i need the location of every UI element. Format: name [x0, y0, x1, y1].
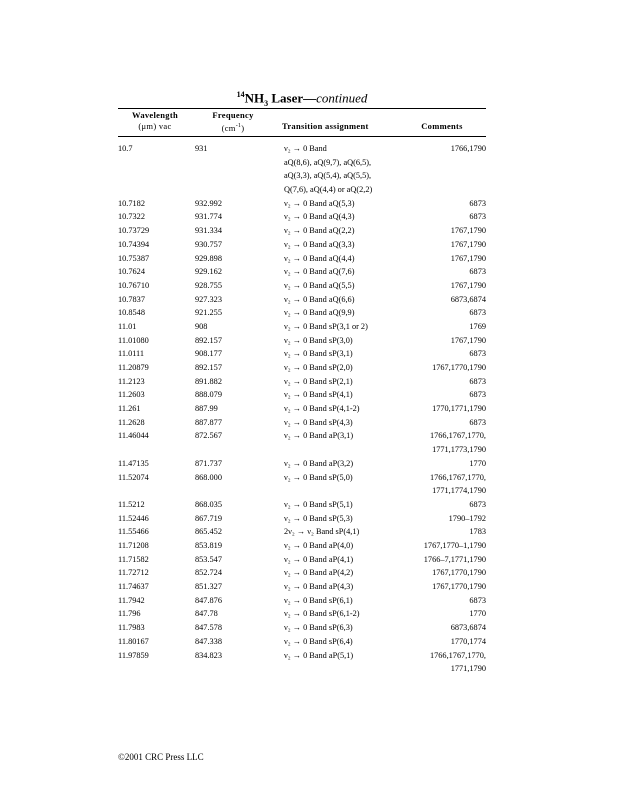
comments-cell [449, 512, 486, 526]
comments-line: 6873 [469, 349, 486, 359]
table-row [118, 594, 486, 608]
wavelength-cell: 10.7322 [118, 212, 145, 222]
transition-cell [284, 580, 353, 594]
wavelength-cell: 11.52446 [118, 513, 149, 523]
isotope-superscript: 14 [236, 90, 245, 99]
frequency-cell: 872.567 [195, 431, 222, 441]
comments-cell [469, 594, 486, 608]
transition-cell [284, 512, 353, 526]
comments-line: 1767,1770,1790 [432, 363, 486, 373]
table-row [118, 649, 486, 676]
frequency-cell: 851.327 [195, 582, 222, 592]
comments-line: 6873 [469, 376, 486, 386]
table-row [118, 635, 486, 649]
frequency-cell: 908 [195, 321, 208, 331]
transition-line: ν₂ → 0 Band aQ(9,9) [284, 308, 355, 318]
comments-line: 6873 [469, 198, 486, 208]
table-row [118, 238, 486, 252]
comments-line: 6873,6874 [450, 623, 486, 633]
wavelength-cell: 10.7837 [118, 294, 145, 304]
frequency-cell: 932.992 [195, 198, 222, 208]
table-row [118, 334, 486, 348]
transition-cell [284, 320, 368, 334]
table-row [118, 512, 486, 526]
transition-cell [284, 539, 353, 553]
wavelength-cell: 10.8548 [118, 308, 145, 318]
header-frequency [200, 110, 266, 134]
transition-line: ν₂ → 0 Band aQ(6,6) [284, 294, 355, 304]
comments-line: 1771,1774,1790 [432, 486, 486, 496]
table-row [118, 252, 486, 266]
table-row [118, 293, 486, 307]
comments-cell [469, 375, 486, 389]
comments-cell [469, 498, 486, 512]
frequency-cell: 853.819 [195, 541, 222, 551]
transition-cell [284, 498, 353, 512]
comments-line: 1770 [469, 458, 486, 468]
transition-cell [284, 361, 353, 375]
comments-line: 1766,1767,1770, [429, 650, 486, 660]
transition-line: ν₂ → 0 Band sP(6,1) [284, 595, 353, 605]
transition-line: ν₂ → 0 Band aP(4,1) [284, 554, 354, 564]
transition-line: ν₂ → 0 Band sP(4,1) [284, 390, 353, 400]
header-top-rule [118, 108, 486, 109]
frequency-cell: 888.079 [195, 390, 222, 400]
transition-cell [284, 279, 354, 293]
transition-cell [284, 334, 353, 348]
comments-line: 1767,1790 [450, 226, 486, 236]
comments-cell [469, 265, 486, 279]
transition-cell [284, 525, 359, 539]
frequency-cell: 847.78 [195, 609, 218, 619]
wavelength-cell: 11.55466 [118, 527, 149, 537]
transition-line: ν₂ → 0 Band sP(5,3) [284, 513, 353, 523]
transition-line: ν₂ → 0 Band aP(4,3) [284, 582, 354, 592]
table-row [118, 388, 486, 402]
frequency-cell: 892.157 [195, 363, 222, 373]
header-wavelength-line1: Wavelength [132, 110, 178, 120]
transition-line: ν₂ → 0 Band sP(5,1) [284, 499, 353, 509]
frequency-cell: 887.99 [195, 404, 218, 414]
comments-cell [432, 566, 486, 580]
wavelength-cell: 11.7983 [118, 623, 145, 633]
table-row [118, 498, 486, 512]
title-laser: Laser— [268, 90, 317, 106]
frequency-cell: 908.177 [195, 349, 222, 359]
wavelength-cell: 11.7942 [118, 595, 145, 605]
comments-line: 6873 [469, 417, 486, 427]
comments-line: 1766–7,1771,1790 [423, 554, 486, 564]
transition-cell [284, 347, 353, 361]
table-row [118, 553, 486, 567]
frequency-cell: 865.452 [195, 527, 222, 537]
transition-line: ν₂ → 0 Band aQ(5,5) [284, 280, 355, 290]
header-bottom-rule [118, 136, 486, 137]
table-row [118, 621, 486, 635]
transition-cell [284, 210, 354, 224]
table-row [118, 566, 486, 580]
table-title [118, 90, 486, 108]
comments-cell [451, 621, 486, 635]
comments-line: 1769 [469, 321, 486, 331]
comments-cell [469, 210, 486, 224]
wavelength-cell: 11.52074 [118, 472, 149, 482]
transition-line: 2ν₂ → ν₂ Band sP(4,1) [284, 527, 360, 537]
header-wavelength-line2: (μm) vac [138, 121, 172, 131]
comments-cell [430, 471, 486, 498]
comments-line: 1770,1771,1790 [432, 404, 486, 414]
title-molecule: NH [244, 90, 265, 106]
comments-cell [469, 306, 486, 320]
wavelength-cell: 11.5212 [118, 499, 145, 509]
comments-cell [424, 539, 486, 553]
transition-cell [284, 375, 353, 389]
table-row [118, 279, 486, 293]
comments-cell [451, 635, 486, 649]
table-row [118, 402, 486, 416]
frequency-cell: 931.334 [195, 226, 222, 236]
wavelength-cell: 11.71582 [118, 554, 149, 564]
comments-line: 1770,1774 [450, 636, 486, 646]
frequency-cell: 921.255 [195, 308, 222, 318]
transition-line: ν₂ → 0 Band sP(6,4) [284, 636, 353, 646]
frequency-cell: 867.719 [195, 513, 222, 523]
comments-line: 6873,6874 [450, 294, 486, 304]
transition-cell [284, 197, 354, 211]
wavelength-cell: 11.2628 [118, 417, 145, 427]
wavelength-cell: 10.74394 [118, 239, 150, 249]
frequency-cell: 852.724 [195, 568, 222, 578]
comments-line: 1767,1770,1790 [432, 582, 486, 592]
transition-line: ν₂ → 0 Band sP(4,3) [284, 417, 353, 427]
transition-cell [284, 553, 353, 567]
transition-cell [284, 566, 353, 580]
table-row [118, 375, 486, 389]
transition-line: ν₂ → 0 Band aQ(4,3) [284, 212, 355, 222]
frequency-cell: 887.877 [195, 417, 222, 427]
transition-cell [284, 635, 353, 649]
transition-cell [284, 142, 372, 197]
header-wavelength [118, 110, 192, 132]
transition-cell [284, 402, 360, 416]
comments-line: 1783 [469, 527, 486, 537]
comments-cell [451, 252, 486, 266]
header-comments: Comments [421, 121, 463, 131]
transition-line: ν₂ → 0 Band sP(6,1-2) [284, 609, 360, 619]
transition-line: ν₂ → 0 Band aP(4,2) [284, 568, 354, 578]
comments-cell [469, 416, 486, 430]
transition-cell [284, 293, 354, 307]
table-row [118, 457, 486, 471]
frequency-cell: 834.823 [195, 650, 222, 660]
transition-cell [284, 224, 354, 238]
transition-cell [284, 238, 354, 252]
wavelength-cell: 10.7182 [118, 198, 145, 208]
table-row [118, 607, 486, 621]
frequency-cell: 929.162 [195, 267, 222, 277]
transition-cell [284, 306, 354, 320]
comments-cell [451, 293, 486, 307]
title-subscript: 3 [264, 98, 269, 108]
transition-line: ν₂ → 0 Band sP(3,1 or 2) [284, 321, 368, 331]
table-row [118, 416, 486, 430]
transition-line: ν₂ → 0 Band aQ(7,6) [284, 267, 355, 277]
copyright-footer: ©2001 CRC Press LLC [118, 752, 204, 762]
transition-line: Q(7,6), aQ(4,4) or aQ(2,2) [284, 185, 373, 195]
frequency-cell: 891.882 [195, 376, 222, 386]
wavelength-cell: 10.7624 [118, 267, 145, 277]
wavelength-cell: 11.01080 [118, 335, 149, 345]
comments-line: 1766,1767,1770, [429, 472, 486, 482]
wavelength-cell: 11.261 [118, 404, 141, 414]
table-row [118, 429, 486, 456]
transition-line: ν₂ → 0 Band aQ(5,3) [284, 198, 355, 208]
comments-cell [430, 429, 486, 456]
transition-cell [284, 471, 353, 485]
comments-cell [432, 580, 486, 594]
frequency-cell: 927.323 [195, 294, 222, 304]
frequency-cell: 847.338 [195, 636, 222, 646]
transition-cell [284, 594, 353, 608]
comments-line: 1770 [469, 609, 486, 619]
comments-cell [469, 197, 486, 211]
table-row [118, 580, 486, 594]
transition-line: ν₂ → 0 Band aP(3,1) [284, 431, 354, 441]
transition-line: ν₂ → 0 Band sP(3,0) [284, 335, 353, 345]
frequency-cell: 931 [195, 144, 208, 153]
table-row [118, 361, 486, 375]
transition-cell [284, 607, 360, 621]
table-row [118, 306, 486, 320]
wavelength-cell: 10.7 [118, 144, 133, 153]
comments-cell [469, 388, 486, 402]
data-table [118, 142, 486, 676]
comments-line: 6873 [469, 212, 486, 222]
frequency-cell: 853.547 [195, 554, 222, 564]
comments-line: 6873 [469, 308, 486, 318]
comments-cell [469, 607, 486, 621]
comments-line: 1767,1790 [450, 239, 486, 249]
frequency-cell: 931.774 [195, 212, 222, 222]
wavelength-cell: 11.796 [118, 609, 141, 619]
comments-line: 1767,1770–1,1790 [423, 541, 486, 551]
comments-cell [451, 224, 486, 238]
wavelength-cell: 11.01 [118, 321, 137, 331]
transition-line: ν₂ → 0 Band sP(2,1) [284, 376, 353, 386]
frequency-cell: 868.000 [195, 472, 222, 482]
comments-line: 1766,1790 [450, 144, 486, 153]
transition-cell [284, 621, 353, 635]
table-row [118, 142, 486, 197]
table-row [118, 471, 486, 498]
frequency-cell: 930.757 [195, 239, 222, 249]
table-row [118, 320, 486, 334]
transition-cell [284, 388, 353, 402]
comments-line: 1767,1790 [450, 280, 486, 290]
wavelength-cell: 10.75387 [118, 253, 150, 263]
comments-line: 1771,1773,1790 [432, 445, 486, 455]
transition-cell [284, 416, 353, 430]
wavelength-cell: 11.97859 [118, 650, 149, 660]
transition-line: ν₂ → 0 Band sP(4,1-2) [284, 404, 360, 414]
wavelength-cell: 11.71208 [118, 541, 149, 551]
comments-cell [432, 402, 486, 416]
transition-line: ν₂ → 0 Band sP(6,3) [284, 623, 353, 633]
wavelength-cell: 11.46044 [118, 431, 149, 441]
comments-cell [469, 320, 486, 334]
transition-line: ν₂ → 0 Band aQ(4,4) [284, 253, 355, 263]
comments-cell [469, 347, 486, 361]
transition-cell [284, 457, 353, 471]
table-row [118, 197, 486, 211]
comments-cell [424, 553, 486, 567]
table-row [118, 539, 486, 553]
comments-cell [451, 334, 486, 348]
transition-line: aQ(8,6), aQ(9,7), aQ(6,5), [284, 157, 372, 167]
table-row [118, 525, 486, 539]
comments-line: 1766,1767,1770, [429, 431, 486, 441]
transition-line: ν₂ → 0 Band aQ(3,3) [284, 239, 355, 249]
wavelength-cell: 11.2603 [118, 390, 145, 400]
wavelength-cell: 11.2123 [118, 376, 145, 386]
wavelength-cell: 11.47135 [118, 458, 149, 468]
table-row [118, 210, 486, 224]
comments-cell [430, 649, 486, 676]
table-row [118, 224, 486, 238]
comments-line: 1767,1770,1790 [432, 568, 486, 578]
wavelength-cell: 10.76710 [118, 280, 150, 290]
transition-line: ν₂ → 0 Band [284, 144, 327, 153]
frequency-cell: 892.157 [195, 335, 222, 345]
frequency-cell: 868.035 [195, 499, 222, 509]
comments-line: 1767,1790 [450, 253, 486, 263]
comments-cell [451, 142, 486, 156]
table-row [118, 347, 486, 361]
header-frequency-line2: $(cm^{-1})$ [221, 122, 245, 133]
transition-cell [284, 252, 354, 266]
comments-line: 1771,1790 [450, 664, 486, 674]
transition-line: ν₂ → 0 Band aP(3,2) [284, 458, 354, 468]
comments-line: 6873 [469, 267, 486, 277]
wavelength-cell: 10.73729 [118, 226, 150, 236]
comments-line: 6873 [469, 595, 486, 605]
wavelength-cell: 11.72712 [118, 568, 149, 578]
comments-line: 1790–1792 [448, 513, 486, 523]
header-frequency-line1: Frequency [212, 110, 254, 120]
comments-cell [469, 457, 486, 471]
frequency-cell: 929.898 [195, 253, 222, 263]
frequency-cell: 871.737 [195, 458, 222, 468]
frequency-cell: 847.876 [195, 595, 222, 605]
comments-line: 6873 [469, 390, 486, 400]
transition-line: ν₂ → 0 Band sP(2,0) [284, 363, 353, 373]
transition-line: ν₂ → 0 Band sP(3,1) [284, 349, 353, 359]
frequency-cell: 928.755 [195, 280, 222, 290]
comments-cell [451, 238, 486, 252]
transition-line: ν₂ → 0 Band aQ(2,2) [284, 226, 355, 236]
transition-line: ν₂ → 0 Band aP(5,1) [284, 650, 354, 660]
comments-line: 6873 [469, 499, 486, 509]
transition-cell [284, 429, 353, 443]
comments-cell [432, 361, 486, 375]
comments-cell [469, 525, 486, 539]
transition-cell [284, 265, 354, 279]
frequency-cell: 847.578 [195, 623, 222, 633]
comments-cell [451, 279, 486, 293]
title-continued: continued [316, 90, 368, 106]
table-row [118, 265, 486, 279]
transition-line: ν₂ → 0 Band aP(4,0) [284, 541, 354, 551]
transition-cell [284, 649, 353, 663]
wavelength-cell: 11.80167 [118, 636, 149, 646]
transition-line: ν₂ → 0 Band sP(5,0) [284, 472, 353, 482]
transition-line: aQ(3,3), aQ(5,4), aQ(5,5), [284, 171, 372, 181]
wavelength-cell: 11.74637 [118, 582, 149, 592]
header-transition: Transition assignment [282, 121, 369, 131]
wavelength-cell: 11.20879 [118, 363, 149, 373]
wavelength-cell: 11.0111 [118, 349, 145, 359]
comments-line: 1767,1790 [450, 335, 486, 345]
